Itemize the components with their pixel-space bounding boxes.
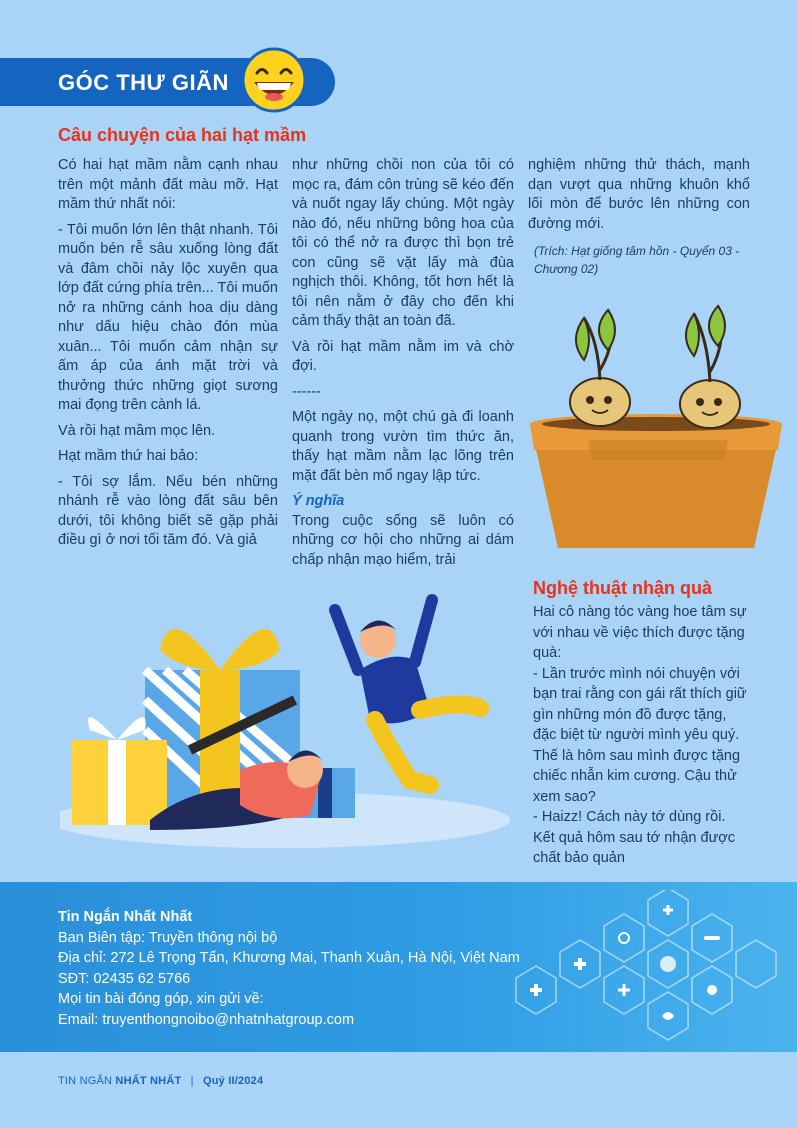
story-divider: ------ [292,383,321,400]
joke-paragraph: Hai cô nàng tóc vàng hoe tâm sự với nhau về việc thích được tặng quà: [533,604,747,661]
story-paragraph: - Tôi muốn lớn lên thật nhanh. Tôi muốn bén rễ sâu xuống lòng đất và đâm chồi nảy lộc xuyên qua lớp đất cứng phía trên... Tôi muốn nở ra những cánh hoa dịu dàng như dấu hiệu chào đón mùa xuân... Tôi muốn cảm nhận sự ấm áp của ánh mặt trời và thưởng thức những giọt sương mai đọng trên cành lá. [58,221,278,413]
gift-celebration-illustration [60,590,515,850]
story-paragraph: - Tôi sợ lắm. Nếu bén những nhánh rễ vào lòng đất sâu bên dưới, tôi không biết sẽ gặp phải điều gì ở nơi tối tăm đó. Và giả [58,473,278,548]
issue-brand: NHẤT NHẤT [115,1075,182,1087]
citation: (Trích: Hạt giống tâm hồn - Quyển 03 - Chương 02) [534,244,740,276]
story-paragraph: như những chồi non của tôi có mọc ra, đám côn trùng sẽ kéo đến và nuốt ngay lấy chúng. Một ngày nào đó, nếu những bông hoa của tôi có thể nở ra được thì bọn trẻ con cũng sẽ vặt lấy mà đùa nghịch thôi. Không, tốt hơn hết là tôi nên nằm ở đây cho đến khi cảm thấy thật an toàn đã. [292,157,514,329]
smiley-icon [240,46,308,114]
footer-editorial: Ban Biên tập: Truyền thông nội bộ [58,929,278,946]
story-column-2 [292,156,514,576]
section-title: GÓC THƯ GIÃN [58,70,229,95]
joke-title: Nghệ thuật nhận quà [533,578,712,598]
issue-footer [58,1075,263,1087]
story-paragraph: Có hai hạt mầm nằm cạnh nhau trên một mảnh đất màu mỡ. Hạt mầm thứ nhất nói: [58,157,278,212]
joke-paragraph: - Lần trước mình nói chuyện với bạn trai rằng con gái rất thích giữ gìn những món đồ được tặng, đặc biệt từ người mình yêu quý. Thế là hôm sau mình được tặng chiếc nhẫn kim cương. Cậu thử xem sao? [533,665,747,805]
meaning-paragraph-continued: nghiệm những thử thách, mạnh dạn vượt qua những khuôn khổ lối mòn để bước lên những con đường mới. [528,157,750,232]
issue-quarter: Quý II/2024 [202,1075,264,1087]
medical-hex-icons [500,890,790,1050]
joke-paragraph: - Haizz! Cách này tớ dùng rồi. Kết quả hôm sau tớ nhận được chất bảo quản [533,809,736,866]
story-paragraph: Và rồi hạt mầm nằm im và chờ đợi. [292,338,514,374]
footer-contribute: Mọi tin bài đóng góp, xin gửi về: [58,991,264,1007]
seedling-pot-illustration [528,300,784,550]
story-column-3 [528,156,750,278]
story-paragraph: Một ngày nọ, một chú gà đi loanh quanh trong vườn tìm thức ăn, thấy hạt mầm nằm lạc lõng trên mặt đất bèn mổ ngay lập tức. [292,409,514,484]
issue-separator: | [190,1075,194,1087]
story-title: Câu chuyện của hai hạt mầm [58,125,307,145]
footer-info [58,907,520,1030]
issue-prefix: TIN NGẮN [58,1075,113,1087]
footer-brand: Tin Ngắn Nhất Nhất [58,909,193,925]
meaning-paragraph: Trong cuộc sống sẽ luôn có những cơ hội cho những ai dám chấp nhận mạo hiểm, trải [292,512,514,568]
meaning-title: Ý nghĩa [292,493,345,509]
footer-phone: SĐT: 02435 62 5766 [58,970,191,987]
story-column-1 [58,156,278,557]
footer-email[interactable]: Email: truyenthongnoibo@nhatnhatgroup.com [58,1011,355,1028]
joke-column [533,602,751,869]
footer-address: Địa chỉ: 272 Lê Trọng Tấn, Khương Mai, Thanh Xuân, Hà Nội, Việt Nam [58,950,520,966]
story-paragraph: Và rồi hạt mầm mọc lên. [58,422,216,439]
story-paragraph: Hạt mầm thứ hai bảo: [58,448,199,464]
